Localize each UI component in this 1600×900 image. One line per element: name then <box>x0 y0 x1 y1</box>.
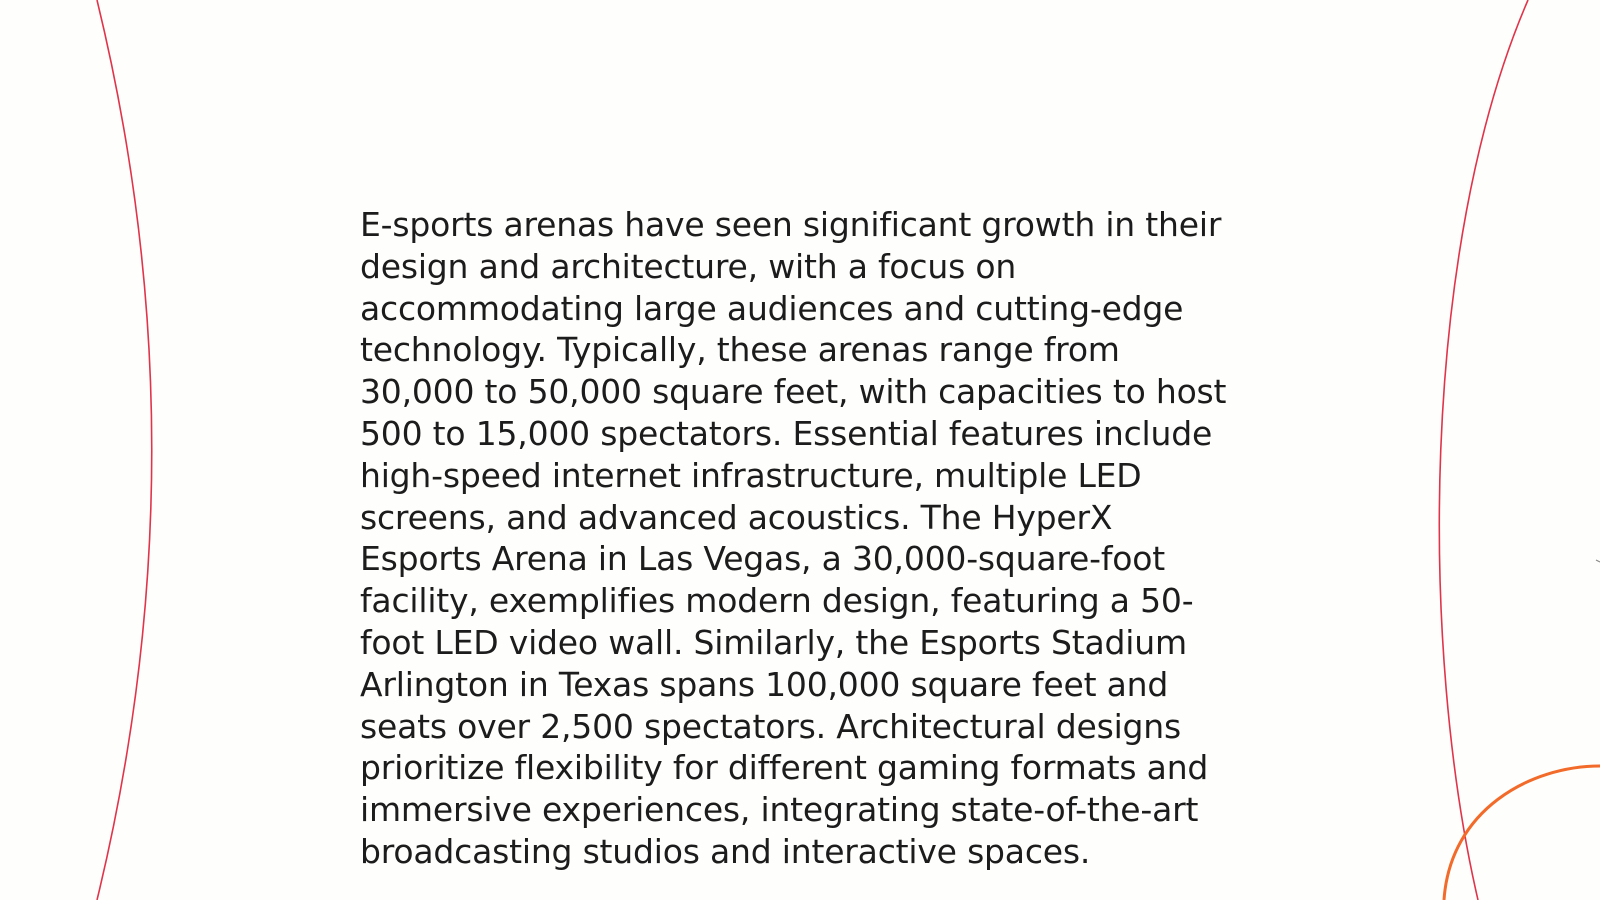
left-curve-line <box>97 0 152 900</box>
accent-arc <box>1444 766 1600 900</box>
right-curve-line <box>1439 0 1528 900</box>
small-tick-mark <box>1596 560 1600 562</box>
body-paragraph: E-sports arenas have seen significant growth in their design and architecture, with a focus on accommodating large audiences and cutting-edge technology. Typically, these arenas range from 30,000 to 50,000 square feet, with capacities to host 500 to 15,000 spectators. Essential features include high-speed internet infrastructure, multiple LED screens, and advanced acoustics. The HyperX Esports Arena in Las Vegas, a 30,000-square-foot facility, exemplifies modern design, featuring a 50-foot LED video wall. Similarly, the Esports Stadium Arlington in Texas spans 100,000 square feet and seats over 2,500 spectators. Architectural designs prioritize flexibility for different gaming formats and immersive experiences, integrating state-of-the-art broadcasting studios and interactive spaces. <box>360 205 1227 871</box>
